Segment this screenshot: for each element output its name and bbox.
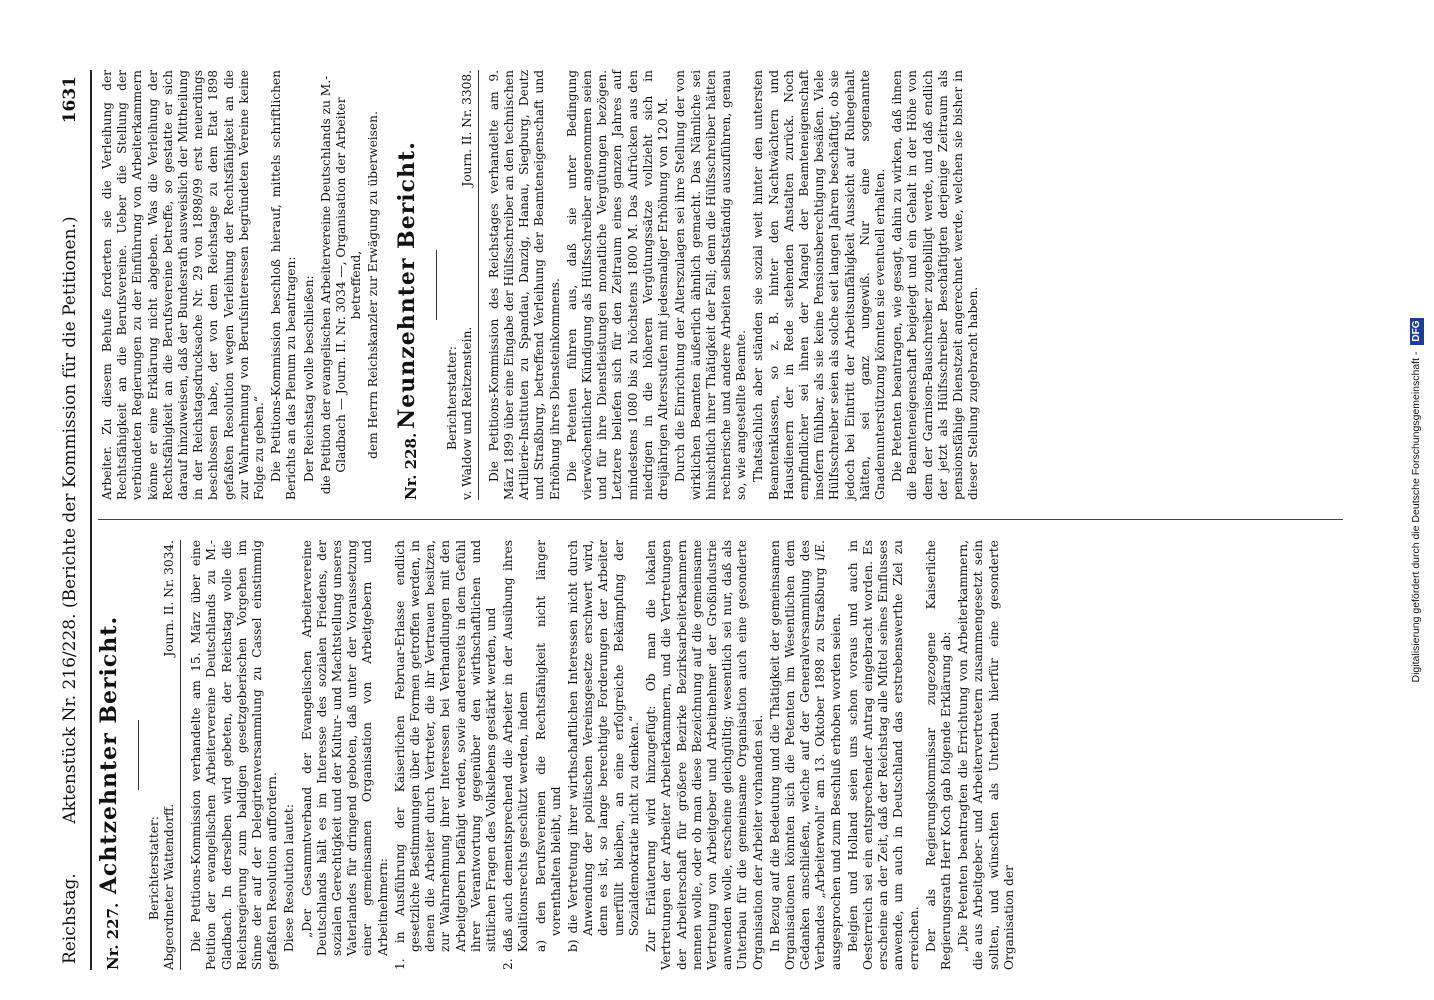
resolution-item: 2. daß auch dementsprechend die Arbeiter in der Ausübung ihres Koalitionsrechts geschützt werden, indem: [501, 540, 531, 970]
header-left: Reichstag.: [60, 873, 80, 964]
column-left: [96, 540, 1340, 970]
paragraph: Die Petenten führen aus, daß sie unter Bedingung vierwöchentlicher Kündigung als Hülfsschreiber angenommen seien und für ihre Dienstleistungen monatliche Vergütungen bezögen. Letztere beliefen sich für den Zeitraum eines ganzen Jahres auf mindestens 1080 bis zu höchstens 1800 M. Das Aufrücken aus den niedrigen in die höheren Vergütungssätze vollzieht sich in dreijährigen Altersstufen mit jedesmaliger Erhöhung von 120 M.: [564, 70, 671, 500]
paragraph: In Bezug auf die Bedeutung und die Thätigkeit der gemeinsamen Organisationen könnten sich die Petenten im Wesentlichen dem Gedanken anschließen, welche auf der Generalversammlung des Verbandes „Arbeiterwohl“ am 13. Oktober 1898 zu Straßburg i/E. ausgesprochen und zum Beschluß erhoben worden seien.: [767, 540, 843, 970]
report-title: Achtzehnter Bericht.: [96, 615, 122, 895]
reporter-name: v. Waldow und Reitzenstein.: [459, 326, 474, 500]
resolution-item: 1. in Ausführung der Kaiserlichen Februar-Erlasse endlich gesetzliche Bestimmungen über die Formen getroffen werden, in denen die Arbeiter durch Vertreter, die ihr Vertrauen besitzen, zur Wahrnehmung ihrer Interessen bei Verhandlungen mit den Arbeitgebern befähigt werden, sowie andererseits in dem Gefühl ihrer Verantwortung gegenüber den wirthschaftlichen und sittlichen Fragen des Volkslebens gestärkt werden, und: [392, 540, 499, 970]
title-rule: [138, 720, 139, 790]
reporter-label: Berichterstatter:: [147, 816, 161, 920]
reporter-line: [162, 540, 181, 970]
reporter-line: [460, 70, 479, 500]
journal-number: Journ. II. Nr. 3308.: [459, 70, 474, 187]
resolution-quote: „Der Gesammtverband der Evangelischen Arbeitervereine Deutschlands hält es im Interesse des sozialen Friedens, der sozialen Gerechtigkeit und der Kultur- und Machtstellung unseres Vaterlandes für dringend geboten, daß unter der Voraussetzung einer gemeinsamen Organisation von Arbeitgebern und Arbeitnehmern:: [299, 540, 390, 956]
paragraph: „Die Petenten beantragten die Errichtung von Arbeiterkammern, die aus Arbeitgeber- und Arbeitervertretern zusammengesetzt sein sollten, und wünschten als Unterbau hierfür eine gesonderte Organisation der: [956, 540, 1016, 970]
report-number: Nr. 227.: [104, 902, 122, 970]
reporter-name: Abgeordneter Wattendorff.: [162, 803, 177, 970]
motion-text: dem Herrn Reichskanzler zur Erwägung zu überweisen.: [366, 111, 381, 459]
digitization-credit: [1405, 0, 1427, 1000]
credit-text: Digitalisierung gefördert durch die Deutsche Forschungsgemeinschaft -: [1410, 351, 1422, 683]
motion-text: die Petition der evangelischen Arbeitervereine Deutschlands zu M.-Gladbach — Journ. II. Nr. 3034 —, Organisation der Arbeiter betreffend,: [318, 75, 364, 495]
paragraph: Die Petitions-Kommission verhandelte am 15. März über eine Petition der evangelischen Arbeitervereine Deutschlands zu M.-Gladbach. In derselben wird gebeten, der Reichstag wolle die Reichsregierung zum baldigen gesetzgeberischen Vorgehen im Sinne der auf der Delegirtenversammlung zu Cassel einstimmig gefaßten Resolution auffordern.: [189, 540, 280, 970]
journal-number: Journ. II. Nr. 3034.: [162, 540, 177, 657]
paragraph: Arbeiter. Zu diesem Behufe forderten sie die Verleihung der Rechtsfähigkeit an die Berufsvereine. Ueber die Stellung der verbündeten Regierungen zu der Einführung von Arbeiterkammern könne er eine Erklärung nicht abgeben. Was die Verleihung der Rechtsfähigkeit an die Berufsvereine betreffe, so gestatte er sich darauf hinzuweisen, daß der Bundesrath ausweislich der Mittheilung in der Reichstagsdrucksache Nr. 29 von 1898/99 erst neuerdings beschlossen habe, der von dem Reichstage zu dem Etat 1898 gefaßten Resolution wegen Verleihung der Rechtsfähigkeit an die zur Wahrnehmung von Berufsinteressen begründeten Vereine keine Folge zu geben.“: [100, 70, 267, 500]
reporter-label: Berichterstatter:: [444, 346, 459, 450]
paragraph: Der Reichstag wolle beschließen:: [301, 275, 316, 482]
paragraph: Die Petenten beantragen, wie gesagt, dahin zu wirken, daß ihnen die Beamteneigenschaft beigelegt und ein Gehalt in der Höhe von dem der Garnison-Bauschreiber zugebilligt werde, und daß endlich der jetzt als Hülfsschreiber Beschäftigten derjenige Zeitraum als pensionsfähige Dienstzeit angerechnet werde, welchen sie bisher in dieser Stellung zugebracht haben.: [890, 70, 981, 500]
paragraph: Der als Regierungskommissar zugezogene Kaiserliche Regierungsrath Herr Koch gab folgende Erklärung ab:: [923, 540, 953, 970]
paragraph: Diese Resolution lautet:: [282, 804, 297, 952]
report-number: Nr. 228.: [401, 432, 420, 500]
paragraph: Die Petitions-Kommission des Reichstages verhandelte am 9. März 1899 über eine Eingabe der Hülfsschreiber an den technischen Artillerie-Instituten zu Spandau, Danzig, Hanau, Siegburg, Deutz und Straßburg, betreffend Verleihung der Beamteneigenschaft und Erhöhung ihres Diensteinkommens.: [486, 70, 562, 500]
paragraph: Zur Erläuterung wird hinzugefügt: Ob man die lokalen Vertretungen der Arbeiter Arbeiterkammern, und die Vertretungen der Arbeiterschaft für größere Bezirke Bezirksarbeiterkammern nennen wolle, oder ob man diese Bezeichnung auf die gemeinsame Vertretung von Arbeitgeber und Arbeitnehmer der Großindustrie anwenden wolle, erscheine gleichgültig; wesentlich sei nur, daß als Unterbau für die gemeinsame Organisation auch eine gesonderte Organisation der Arbeiter vorhanden sei.: [644, 540, 765, 970]
rotated-document-page: [50, 70, 1350, 970]
report-title: Neunzehnter Bericht.: [393, 141, 420, 429]
report-228-heading: [393, 70, 432, 500]
paragraph: Thatsächlich aber ständen sie sozial weit hinter den untersten Beamtenklassen, so z. B. hinter den Nachtwächtern und Hausdienern der in Rede stehenden Anstalten zurück. Noch empfindlicher sei ihnen der Mangel der Beamteneigenschaft insofern fühlbar, als sie keine Pensionsberechtigung besäßen. Viele Hülfsschreiber seien als solche seit langen Jahren beschäftigt, ob sie jedoch bei Eintritt der Arbeitsunfähigkeit Aussicht auf Ruhegehalt hätten, sei ganz ungewiß. Nur eine sogenannte Gnadenunterstützung könnten sie eventuell erhalten.: [751, 70, 887, 500]
dfg-logo: DFG: [1410, 318, 1424, 345]
header-center: Aktenstück Nr. 216/228. (Berichte der Kommission für die Petitionen.): [60, 216, 80, 824]
resolution-subitem: a) den Berufsvereinen die Rechtsfähigkeit nicht länger vorenthalten bleibt, und: [533, 540, 563, 952]
paragraph: Belgien und Holland seien uns schon voraus und auch in Oesterreich sei ein entsprechender Antrag eingebracht worden. Es erscheine an der Zeit, daß der Reichstag alle Mittel seines Einflusses anwende, um auch in Deutschland das erstrebenswerthe Ziel zu erreichen.: [845, 540, 921, 970]
digitization-credit-sidebar: [1405, 0, 1427, 1000]
resolution-subitem: b) die Vertretung ihrer wirthschaftlichen Interessen nicht durch Anwendung der politischen Vereinsgesetze erschwert wird, denn es ist, so lange berechtigte Forderungen der Arbeiter unerfüllt bleiben, an eine erfolgreiche Bekämpfung der Sozialdemokratie nicht zu denken.“: [566, 540, 641, 952]
paragraph: Durch die Einrichtung der Alterszulagen sei ihre Stellung der von wirklichen Beamten äußerlich ähnlich gemacht. Das Nämliche sei hinsichtlich ihrer Thätigkeit der Fall; denn die Hülfsschreiber hätten rechnerische und andere Arbeiten selbstständig auszuführen, genau so, wie angestellte Beamte.: [673, 70, 749, 500]
column-divider: [98, 519, 1343, 520]
column-right: [100, 70, 1340, 500]
report-227-heading: [96, 540, 134, 970]
page-number: 1631: [60, 76, 80, 124]
title-rule: [436, 250, 437, 320]
running-header: [50, 70, 92, 970]
paragraph: Die Petitions-Kommission beschloß hierauf, mittels schriftlichen Berichts an das Plenum zu beantragen:: [269, 70, 299, 500]
